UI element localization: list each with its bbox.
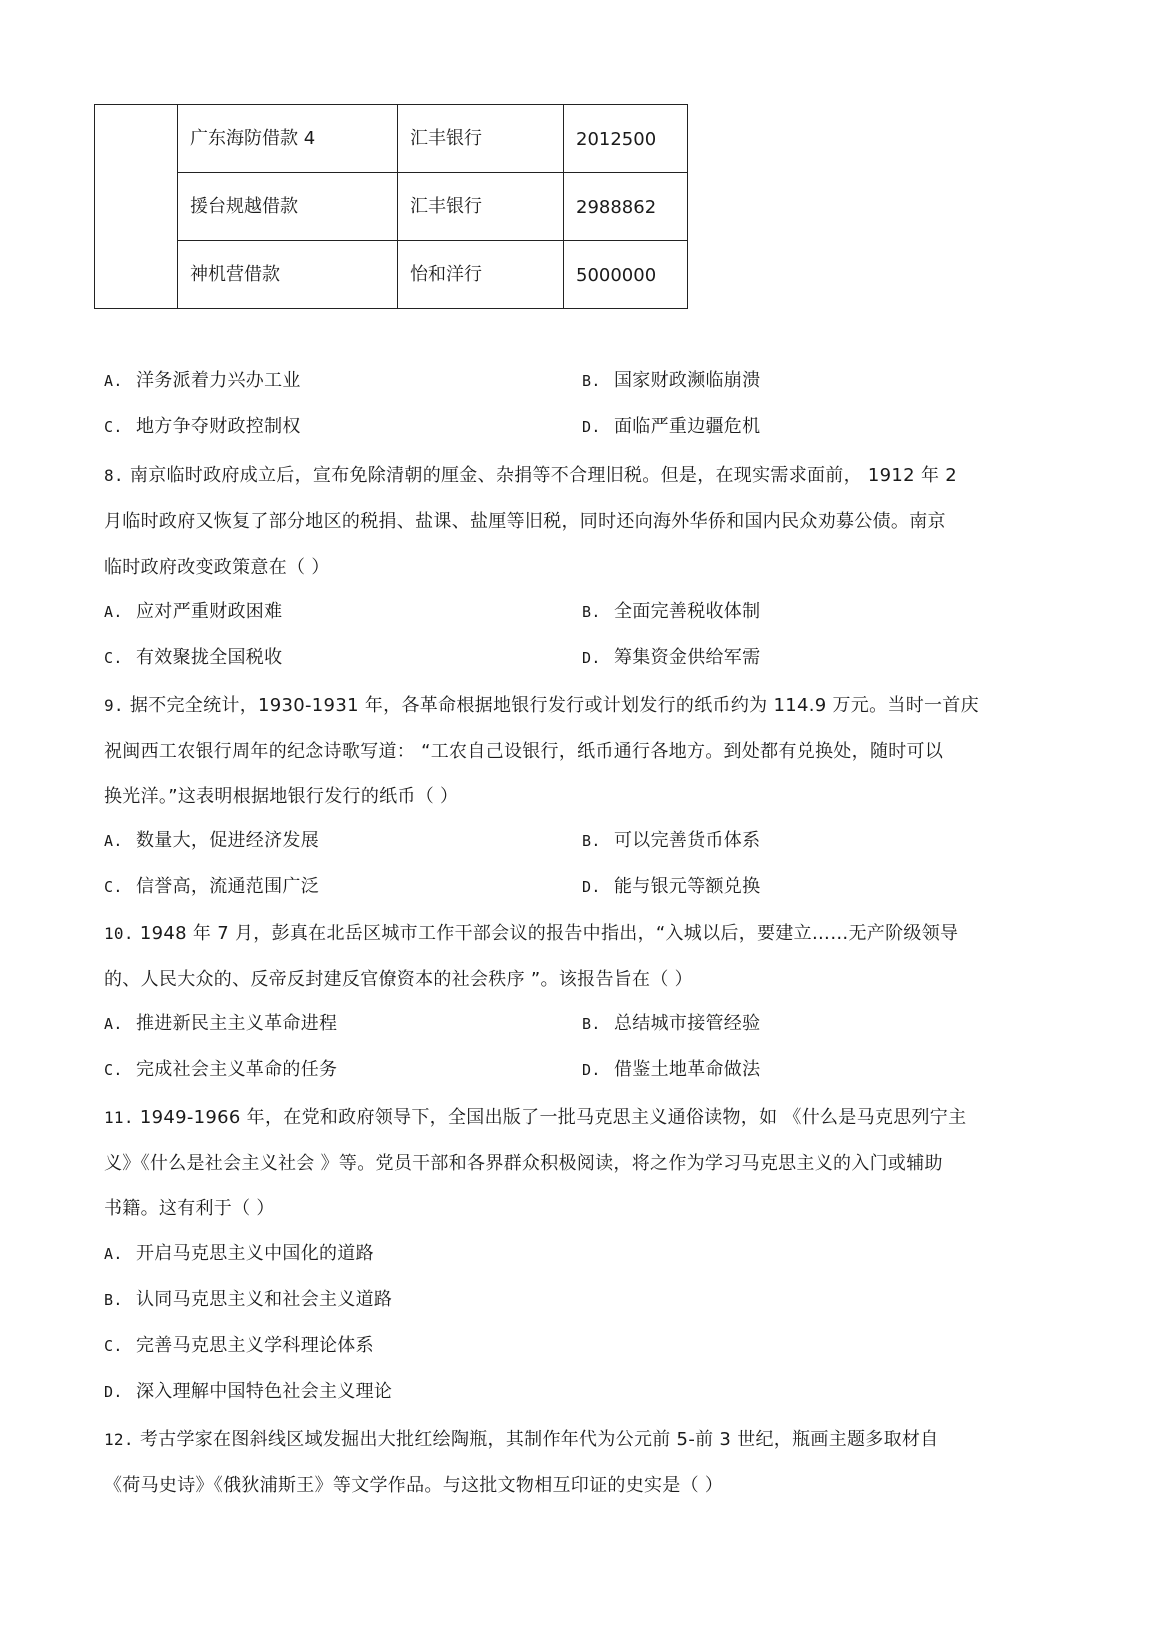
- table-merged-cell: [95, 105, 178, 309]
- loan-name-cell: 援台规越借款: [178, 173, 398, 241]
- q7-option-b[interactable]: B. 国家财政濒临崩溃: [582, 370, 761, 391]
- q8-option-d[interactable]: D. 筹集资金供给军需: [582, 647, 761, 668]
- table-row: [95, 173, 688, 241]
- q11-option-b[interactable]: B. 认同马克思主义和社会主义道路: [104, 1289, 393, 1310]
- q10-option-b[interactable]: B. 总结城市接管经验: [582, 1013, 761, 1034]
- q10-option-d[interactable]: D. 借鉴土地革命做法: [582, 1059, 761, 1080]
- amount-cell: 2012500: [564, 105, 688, 173]
- q11-stem-line-2: 义》《什么是社会主义社会 》等。党员干部和各界群众积极阅读，将之作为学习马克思主义的入门或辅助: [104, 1153, 943, 1174]
- q7-option-d[interactable]: D. 面临严重边疆危机: [582, 416, 761, 437]
- q11-option-d[interactable]: D. 深入理解中国特色社会主义理论: [104, 1381, 393, 1402]
- q11-option-c[interactable]: C. 完善马克思主义学科理论体系: [104, 1335, 374, 1356]
- q11-stem-line-1: 11. 1949-1966 年，在党和政府领导下，全国出版了一批马克思主义通俗读物，如 《什么是马克思列宁主: [104, 1107, 967, 1128]
- q10-stem-line-2: 的、人民大众的、反帝反封建反官僚资本的社会秩序 ”。该报告旨在（ ）: [104, 969, 693, 990]
- table-row: [95, 241, 688, 309]
- q8-stem-line-1: 8. 南京临时政府成立后，宣布免除清朝的厘金、杂捐等不合理旧税。但是，在现实需求面前， 1912 年 2: [104, 465, 958, 486]
- q9-option-b[interactable]: B. 可以完善货币体系: [582, 830, 761, 851]
- lender-cell: 汇丰银行: [398, 173, 564, 241]
- loan-table: [94, 104, 688, 309]
- q9-stem-line-2: 祝闽西工农银行周年的纪念诗歌写道： “工农自己设银行，纸币通行各地方。到处都有兑换处，随时可以: [104, 741, 944, 762]
- q8-stem-line-3: 临时政府改变政策意在（ ）: [104, 557, 330, 578]
- lender-cell: 怡和洋行: [398, 241, 564, 309]
- q10-option-c[interactable]: C. 完成社会主义革命的任务: [104, 1059, 338, 1080]
- q9-option-a[interactable]: A. 数量大，促进经济发展: [104, 830, 319, 851]
- q9-option-c[interactable]: C. 信誉高，流通范围广泛: [104, 876, 319, 897]
- q11-stem-line-3: 书籍。这有利于（ ）: [104, 1198, 275, 1219]
- loan-name-cell: 神机营借款: [178, 241, 398, 309]
- loan-name-cell: 广东海防借款 4: [178, 105, 398, 173]
- q8-option-a[interactable]: A. 应对严重财政困难: [104, 601, 283, 622]
- q11-option-a[interactable]: A. 开启马克思主义中国化的道路: [104, 1243, 374, 1264]
- q8-option-b[interactable]: B. 全面完善税收体制: [582, 601, 761, 622]
- lender-cell: 汇丰银行: [398, 105, 564, 173]
- q7-option-c[interactable]: C. 地方争夺财政控制权: [104, 416, 301, 437]
- q7-option-a[interactable]: A. 洋务派着力兴办工业: [104, 370, 301, 391]
- q10-stem-line-1: 10. 1948 年 7 月，彭真在北岳区城市工作干部会议的报告中指出，“入城以后，要建立……无产阶级领导: [104, 923, 959, 944]
- q8-stem-line-2: 月临时政府又恢复了部分地区的税捐、盐课、盐厘等旧税，同时还向海外华侨和国内民众劝募公债。南京: [104, 511, 946, 532]
- table-row: [95, 105, 688, 173]
- q12-stem-line-1: 12. 考古学家在图斜线区域发掘出大批红绘陶瓶，其制作年代为公元前 5-前 3 世纪，瓶画主题多取材自: [104, 1429, 939, 1450]
- amount-cell: 5000000: [564, 241, 688, 309]
- q9-stem-line-3: 换光洋。”这表明根据地银行发行的纸币（ ）: [104, 786, 459, 807]
- q10-option-a[interactable]: A. 推进新民主主义革命进程: [104, 1013, 338, 1034]
- q8-option-c[interactable]: C. 有效聚拢全国税收: [104, 647, 283, 668]
- amount-cell: 2988862: [564, 173, 688, 241]
- q9-option-d[interactable]: D. 能与银元等额兑换: [582, 876, 761, 897]
- q12-stem-line-2: 《荷马史诗》《俄狄浦斯王》等文学作品。与这批文物相互印证的史实是（ ）: [104, 1475, 724, 1496]
- q9-stem-line-1: 9. 据不完全统计，1930-1931 年，各革命根据地银行发行或计划发行的纸币约为 114.9 万元。当时一首庆: [104, 695, 979, 716]
